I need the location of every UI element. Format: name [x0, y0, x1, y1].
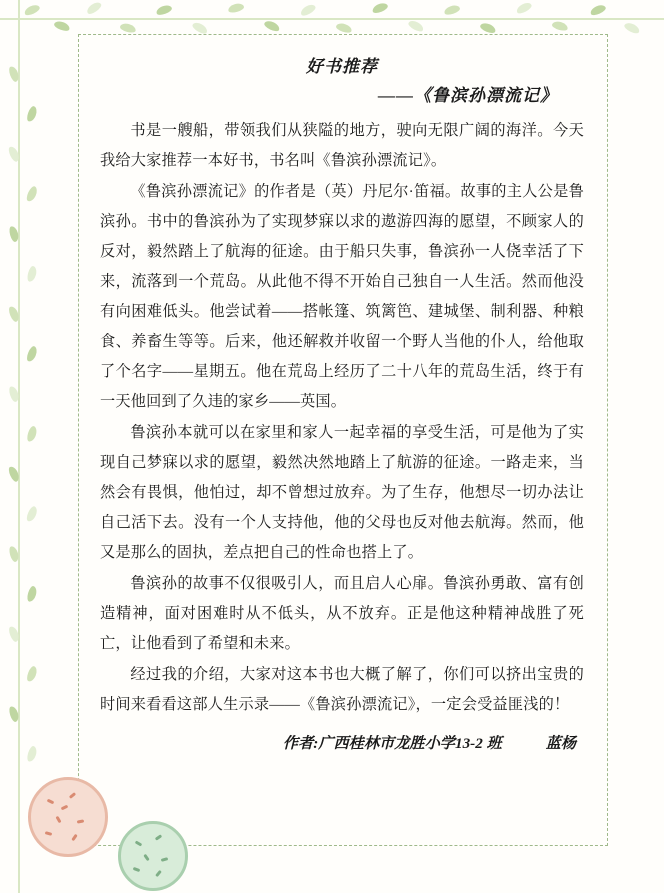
leaf-icon: [551, 20, 569, 32]
vine-stem-left: [18, 0, 20, 893]
leaf-icon: [371, 1, 389, 14]
mint-ornament-icon: [118, 821, 188, 891]
leaf-icon: [515, 1, 533, 16]
leaf-icon: [26, 265, 38, 283]
leaf-icon: [299, 3, 317, 18]
leaf-icon: [227, 2, 245, 14]
leaf-icon: [407, 19, 425, 34]
leaf-icon: [8, 225, 20, 243]
paragraph: 鲁滨孙的故事不仅很吸引人，而且启人心扉。鲁滨孙勇敢、富有创造精神，面对困难时从不低头，从不放弃。正是他这种精神战胜了死亡，让他看到了希望和未来。: [100, 575, 584, 652]
leaf-icon: [25, 345, 38, 363]
document-title: 好书推荐: [306, 57, 378, 76]
leaf-icon: [53, 20, 71, 33]
leaf-icon: [26, 425, 39, 443]
paragraph: 《鲁滨孙漂流记》的作者是（英）丹尼尔·笛福。故事的主人公是鲁滨孙。书中的鲁滨孙为了实现梦寐以求的遨游四海的愿望，不顾家人的反对，毅然踏上了航海的征途。由于船只失事，鲁滨孙一人侥幸活了下来，流落到一个荒岛。从此他不得不开始自己独自一人生活。然而他没有向困难低头。他尝试着——搭帐篷、筑篱笆、建城堡、制利器、种粮食、养畜生等等。后来，他还解救并收留一个野人当他的仆人，给他取了个名字——星期五。他在荒岛上经历了二十八年的荒岛生活，终于有一天他回到了久违的家乡——英国。: [100, 183, 584, 410]
vine-stem-top: [0, 18, 664, 20]
signature-label: 作者:广西桂林市龙胜小学13-2 班: [282, 735, 502, 752]
leaf-icon: [26, 745, 38, 763]
leaf-icon: [335, 22, 353, 35]
paragraph: 书是一艘船，带领我们从狭隘的地方，驶向无限广阔的海洋。今天我给大家推荐一本好书，书名叫《鲁滨孙漂流记》。: [100, 122, 584, 169]
document-subtitle: ——《鲁滨孙漂流记》: [378, 86, 558, 105]
leaf-icon: [25, 185, 39, 203]
leaf-icon: [7, 145, 21, 163]
cookie-ornament-icon: [28, 777, 108, 857]
leaf-icon: [7, 625, 20, 643]
leaf-icon: [8, 705, 20, 723]
leaf-icon: [263, 19, 281, 33]
paragraph: 经过我的介绍，大家对这本书也大概了解了，你们可以挤出宝贵的时间来看看这部人生示录——《鲁滨孙漂流记》，一定会受益匪浅的！: [100, 666, 584, 713]
leaf-icon: [8, 65, 21, 83]
leaf-icon: [26, 585, 38, 603]
leaf-icon: [155, 4, 173, 17]
leaf-icon: [443, 4, 461, 17]
leaf-icon: [119, 22, 137, 34]
leaf-icon: [623, 21, 641, 35]
leaf-icon: [479, 21, 497, 34]
leaf-icon: [23, 3, 41, 17]
signature-line: [100, 732, 584, 753]
leaf-icon: [8, 385, 21, 403]
document-content: [92, 42, 592, 832]
signature-name: 蓝杨: [545, 735, 576, 752]
leaf-icon: [8, 545, 20, 563]
leaf-icon: [85, 0, 103, 16]
paragraph: 鲁滨孙本就可以在家里和家人一起幸福的享受生活，可是他为了实现自己梦寐以求的愿望，毅然决然地踏上了航游的征途。一路走来，当然会有畏惧，他怕过，却不曾想过放弃。为了生存，他想尽一切办法让自己活下去。没有一个人支持他，他的父母也反对他去航海。然而，他又是那么的固执，差点把自己的性命也搭上了。: [100, 424, 584, 561]
leaf-icon: [589, 3, 607, 17]
leaf-icon: [25, 505, 39, 523]
leaf-icon: [26, 105, 39, 123]
leaf-icon: [7, 465, 21, 483]
leaf-icon: [7, 305, 20, 323]
leaf-icon: [25, 665, 38, 683]
